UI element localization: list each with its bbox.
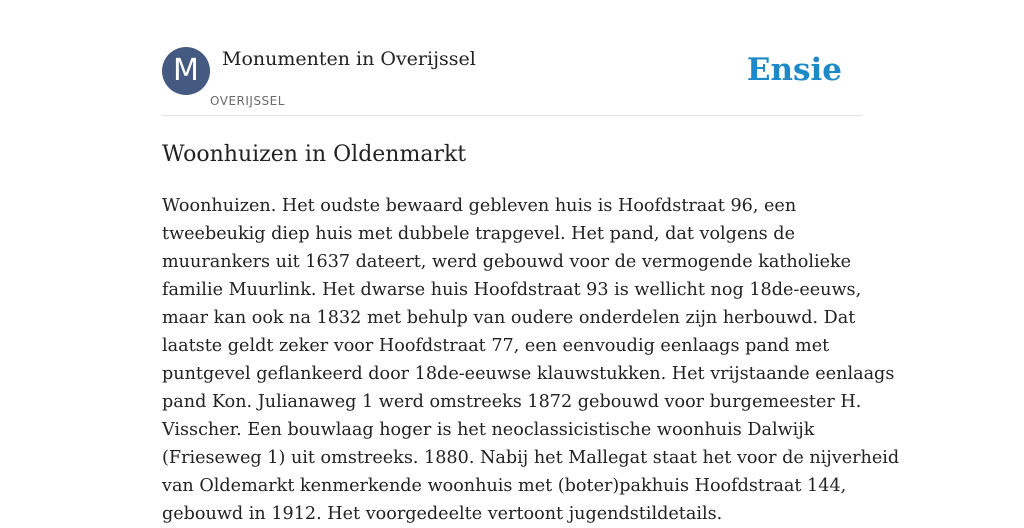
avatar-letter: M: [173, 53, 199, 88]
article-line: familie Muurlink. Het dwarse huis Hoofdstraat 93 is wellicht nog 18de-eeuws,: [162, 280, 862, 300]
article-line: muurankers uit 1637 dateert, werd gebouwd voor de vermogende katholieke: [162, 252, 852, 272]
article-line: gebouwd in 1912. Het voorgedeelte vertoont jugendstildetails.: [162, 504, 723, 524]
article-line: tweebeukig diep huis met dubbele trapgevel. Het pand, dat volgens de: [162, 224, 795, 244]
article-line: puntgevel geflankeerd door 18de-eeuwse klauwstukken. Het vrijstaande eenlaags: [162, 364, 895, 384]
header-divider: [162, 115, 862, 116]
brand-logo[interactable]: Ensie: [746, 52, 842, 88]
article-title: Woonhuizen in Oldenmarkt: [162, 142, 467, 167]
article-line: pand Kon. Julianaweg 1 werd omstreeks 1872 gebouwd voor burgemeester H.: [162, 392, 862, 412]
article-line: laatste geldt zeker voor Hoofdstraat 77, een eenvoudig eenlaags pand met: [162, 336, 830, 356]
site-header: [162, 0, 862, 116]
avatar[interactable]: [162, 47, 210, 95]
site-title-link[interactable]: Monumenten in Overijssel: [222, 48, 476, 70]
article-line: (Frieseweg 1) uit omstreeks. 1880. Nabij het Mallegat staat het voor de nijverheid: [162, 448, 900, 468]
article-line: van Oldemarkt kenmerkende woonhuis met (boter)pakhuis Hoofdstraat 144,: [162, 476, 847, 496]
article-line: Woonhuizen. Het oudste bewaard gebleven huis is Hoofdstraat 96, een: [162, 196, 797, 216]
article-line: maar kan ook na 1832 met behulp van oudere onderdelen zijn herbouwd. Dat: [162, 308, 856, 328]
article-body: [162, 192, 900, 528]
page-container: [162, 0, 900, 524]
category-link[interactable]: OVERIJSSEL: [210, 94, 285, 108]
article-line: Visscher. Een bouwlaag hoger is het neoclassicistische woonhuis Dalwijk: [162, 420, 815, 440]
